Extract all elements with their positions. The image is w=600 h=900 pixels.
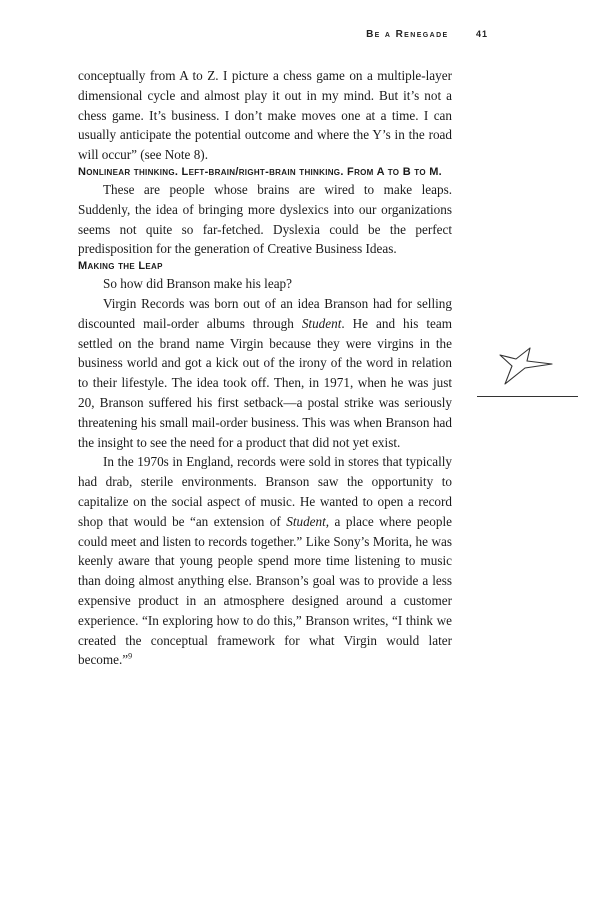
paragraph-branson-question: So how did Branson make his leap? [103, 276, 292, 292]
text-span: . He and his team settled on the brand name Virgin because they were virgins in the business world and got a kick out of the irony of the word in relation to their lifestyle. The idea took off. Then, in 1971, when he was just 20, Branson suffered his first setback—a postal strike was seriously threatening his small mail-order business. This was when Branson had the insight to see the need for a product that did not yet exist. [78, 315, 452, 450]
paragraph-virgin-records [78, 294, 452, 452]
text-span: In the 1970s in England, records were sold in stores that typically had drab, sterile environments. Branson saw the opportunity to capitalize on the social aspect of music. He wanted to open a record shop that would be “an extension of [78, 454, 452, 529]
section-heading-making-the-leap: Making the Leap [78, 260, 163, 273]
running-title: Be a Renegade [366, 29, 449, 40]
paragraph-1970s-england [78, 452, 452, 670]
page-number: 41 [475, 29, 488, 39]
footnote-marker: 9 [128, 651, 133, 661]
running-header [366, 29, 488, 40]
margin-rule [477, 396, 578, 397]
star-icon [474, 344, 554, 388]
paragraph-continued: conceptually from A to Z. I picture a chess game on a multiple-layer dimensional cycle and almost play it out in my mind. But it’s not a chess game. It’s business. I don’t make moves one at a time. I can usually anticipate the potential outcome and where the Y’s in the road will occur” (see Note 8). [78, 68, 452, 163]
emphasis-student: Student [301, 315, 342, 331]
page-body [78, 66, 452, 670]
paragraph-wired-to-leap: These are people whose brains are wired to make leaps. Suddenly, the idea of bringing more dyslexics into our organizations seems not quite so far-fetched. Dyslexia could be the perfect predisposition for the generation of Creative Business Ideas. [78, 181, 452, 257]
emphasis-student: Student, [286, 513, 330, 529]
section-heading-nonlinear: Nonlinear thinking. Left-brain/right-brain thinking. From A to B to M. [78, 165, 443, 178]
text-span: a place where people could meet and listen to records together.” Like Sony’s Morita, he was keenly aware that young people spend more time listening to music than doing almost anything else. Branson’s goal was to provide a less expensive product in an atmosphere designed around a customer experience. “In exploring how to do this,” Branson writes, “I think we created the conceptual framework for what Virgin would later become.” [78, 513, 452, 668]
text-span: Virgin Records was born out of an idea Branson had for selling discounted mail-order albums through [78, 295, 452, 331]
